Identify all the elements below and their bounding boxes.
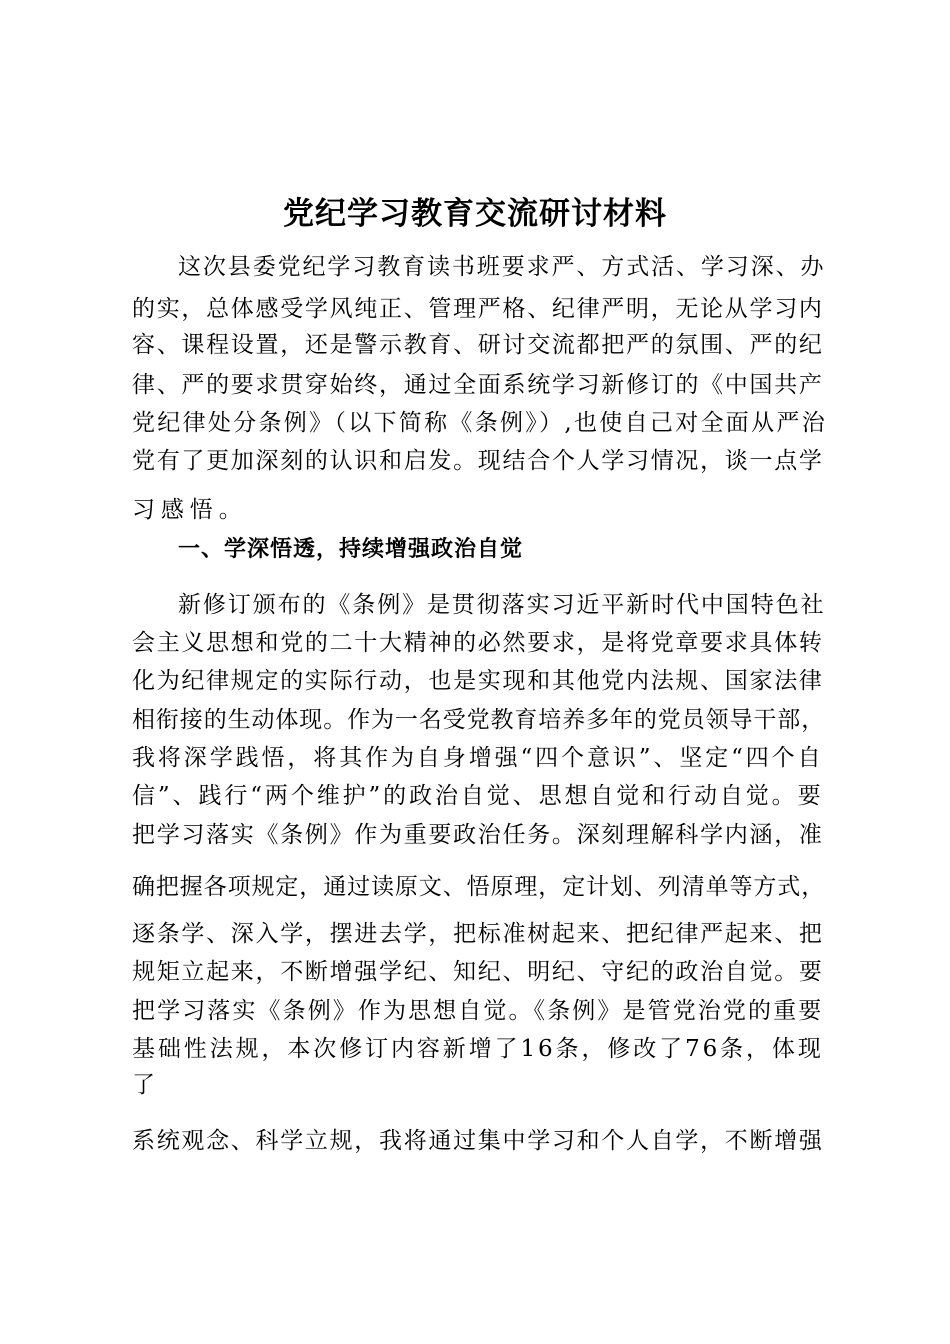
paragraph-line: 基础性法规，本次修订内容新增了16条，修改了76条，体现: [132, 1036, 824, 1062]
paragraph-line: 化为纪律规定的实际行动，也是实现和其他党内法规、国家法律: [132, 668, 824, 694]
paragraph-line: 会主义思想和党的二十大精神的必然要求，是将党章要求具体转: [132, 630, 824, 656]
paragraph-line: 律、严的要求贯穿始终，通过全面系统学习新修订的《中国共产: [132, 372, 824, 398]
paragraph-line: 把学习落实《条例》作为重要政治任务。深刻理解科学内涵，准: [132, 822, 824, 848]
paragraph-line: 这次县委党纪学习教育读书班要求严、方式活、学习深、办: [178, 254, 826, 280]
paragraph-line: 信”、践行“两个维护”的政治自觉、思想自觉和行动自觉。要: [132, 783, 824, 809]
paragraph-line: 新修订颁布的《条例》是贯彻落实习近平新时代中国特色社: [178, 592, 826, 618]
paragraph-line: 的实，总体感受学风纯正、管理严格、纪律严明，无论从学习内: [132, 296, 824, 322]
paragraph-line: 习感悟。: [132, 497, 248, 523]
document-title: 党纪学习教育交流研讨材料: [283, 196, 667, 232]
paragraph-line: 确把握各项规定，通过读原文、悟原理，定计划、列清单等方式，: [132, 874, 826, 900]
paragraph-line: 把学习落实《条例》作为思想自觉。《条例》是管党治党的重要: [132, 998, 824, 1024]
section-heading: 一、学深悟透，持续增强政治自觉: [178, 537, 524, 562]
paragraph-line: 规矩立起来，不断增强学纪、知纪、明纪、守纪的政治自觉。要: [132, 959, 824, 985]
paragraph-line: 逐条学、深入学，摆进去学，把标准树起来、把纪律严起来、把: [132, 921, 824, 947]
paragraph-line: 系统观念、科学立规，我将通过集中学习和个人自学，不断增强: [132, 1128, 824, 1154]
paragraph-line: 容、课程设置，还是警示教育、研讨交流都把严的氛围、严的纪: [132, 332, 824, 358]
paragraph-line: 我将深学践悟，将其作为自身增强“四个意识”、坚定“四个自: [132, 745, 824, 771]
paragraph-line: 相衔接的生动体现。作为一名受党教育培养多年的党员领导干部，: [132, 707, 826, 733]
paragraph-line: 党有了更加深刻的认识和启发。现结合个人学习情况，谈一点学: [132, 448, 824, 474]
paragraph-line: 党纪律处分条例》（以下简称《条例》）,也使自己对全面从严治: [132, 410, 828, 436]
paragraph-line: 了: [132, 1072, 161, 1098]
